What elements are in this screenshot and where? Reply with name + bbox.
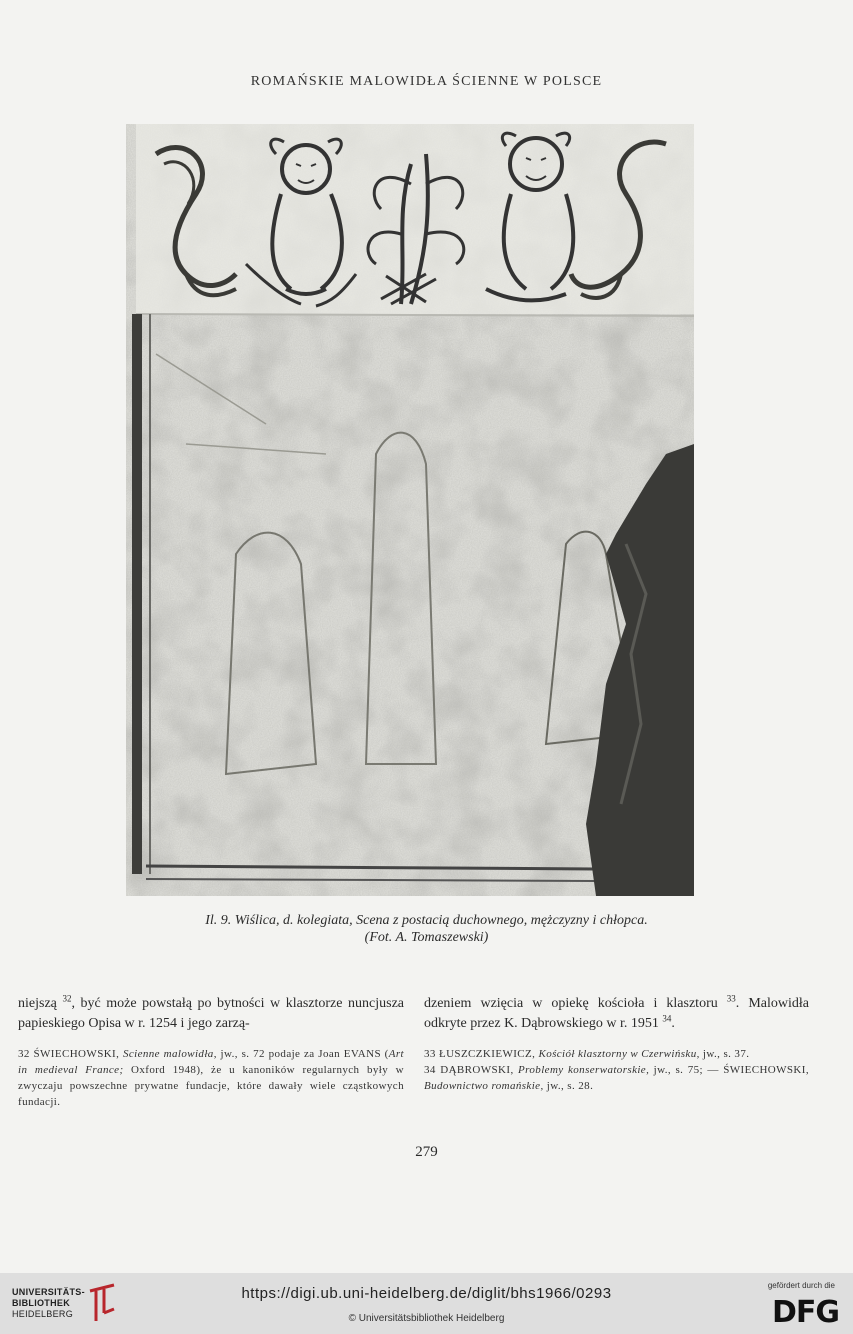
footnote-34: 34 DĄBROWSKI, Problemy konserwatorskie, jw., s. 75; — ŚWIECHOWSKI, Budownictwo romańskie, jw., s. 28.: [424, 1064, 809, 1092]
library-logo[interactable]: UNIVERSITÄTS- BIBLIOTHEK HEIDELBERG: [12, 1287, 85, 1319]
body-column-right: dzeniem wzięcia w opiekę kościoła i klasztoru $^{33}$. Malowidła odkryte przez K. Dąbrowskiego w r. 1951 $^{34}$.: [424, 993, 809, 1031]
running-head: ROMAŃSKIE MALOWIDŁA ŚCIENNE W POLSCE: [250, 74, 603, 89]
copyright-notice: © Universitätsbibliothek Heidelberg: [348, 1313, 505, 1324]
page-number: 279: [415, 1144, 438, 1160]
footnote-32: 32 ŚWIECHOWSKI, Scienne malowidła, jw., s. 72 podaje za Joan EVANS (Art in medieval France; Oxford 1948), że u kanoników regularnych były w zwyczaju powszechne prywatne fundacje, które dawały wiele cząstkowych fundacji.: [18, 1048, 404, 1108]
caption-credit: (Fot. A. Tomaszewski): [364, 930, 489, 945]
sponsor-note: gefördert durch die: [767, 1281, 835, 1290]
footnote-ref-32: 32: [62, 993, 72, 1004]
permalink-url[interactable]: https://digi.ub.uni-heidelberg.de/diglit/bhs1966/0293: [241, 1285, 612, 1302]
footnotes-right: [424, 1046, 809, 1094]
footnote-ref-33: 33: [726, 993, 736, 1004]
footnotes-left: [18, 1046, 404, 1110]
caption-title: Il. 9. Wiślica, d. kolegiata, Scena z postacią duchownego, mężczyzny i chłopca.: [205, 913, 648, 928]
figure-caption: [0, 912, 853, 946]
viewer-footer: [0, 1273, 853, 1334]
footnote-ref-34: 34: [662, 1013, 672, 1024]
mural-photograph: [126, 124, 694, 896]
footnote-33: 33 ŁUSZCZKIEWICZ, Kościół klasztorny w Czerwińsku, jw., s. 37.: [424, 1048, 750, 1060]
body-column-left: niejszą $^{32}$, być może powstałą po bytności w klasztorze nuncjusza papieskiego Opisa w r. 1254 i jego zarzą-: [18, 993, 404, 1031]
dfg-logo[interactable]: DFG: [771, 1295, 839, 1330]
